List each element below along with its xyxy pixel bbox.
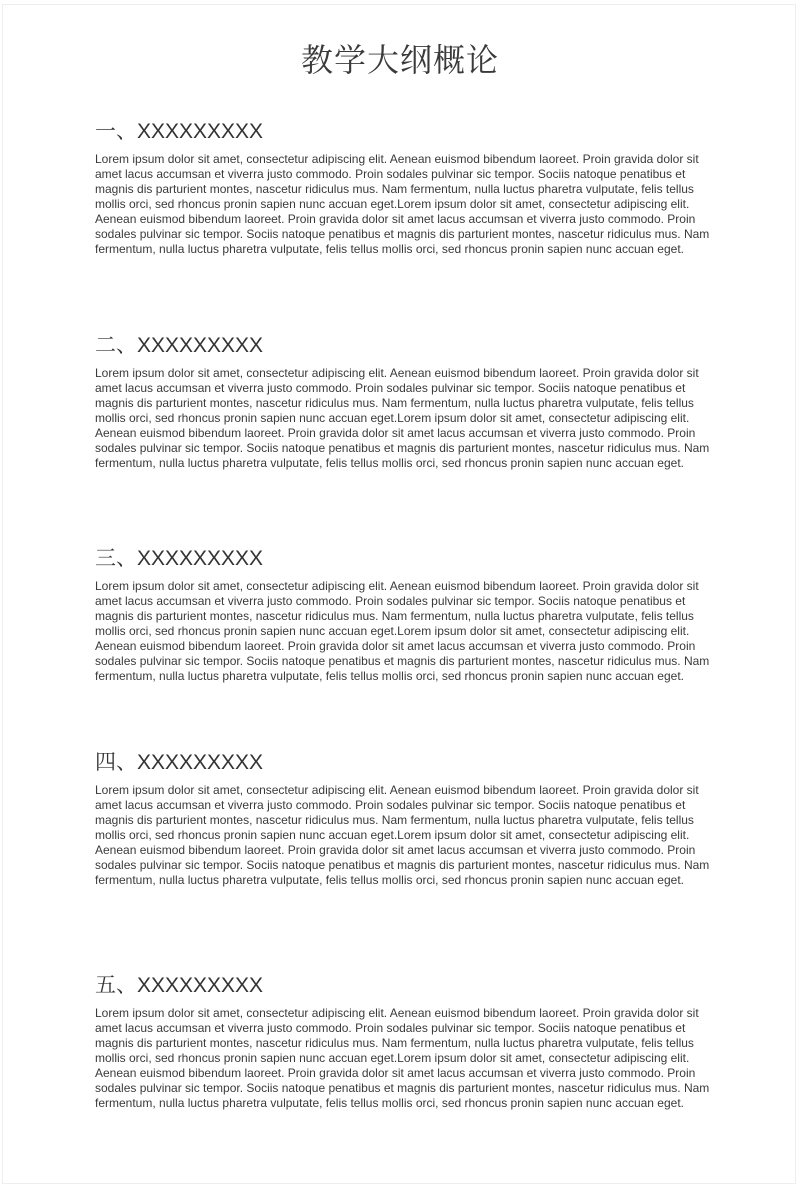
section-heading-text: XXXXXXXXX <box>137 547 264 570</box>
section-number: 五、 <box>95 974 137 997</box>
section-heading <box>95 973 717 999</box>
section-number: 三、 <box>95 547 137 570</box>
section-number: 二、 <box>95 334 137 357</box>
section-1 <box>95 119 717 257</box>
section-heading <box>95 750 717 776</box>
document-title: 教学大纲概论 <box>300 42 499 78</box>
section-2 <box>95 333 717 471</box>
section-heading <box>95 333 717 359</box>
section-4 <box>95 750 717 888</box>
section-body: Lorem ipsum dolor sit amet, consectetur adipiscing elit. Aenean euismod bibendum laoreet. Proin gravida dolor sit amet lacus accumsan et viverra justo commodo. Proin sodales pulvinar sic tempor. Sociis natoque penatibus et magnis dis parturient montes, nascetur ridiculus mus. Nam fermentum, nulla luctus pharetra vulputate, felis tellus mollis orci, sed rhoncus pronin sapien nunc accuan eget.Lorem ipsum dolor sit amet, consectetur adipiscing elit. Aenean euismod bibendum laoreet. Proin gravida dolor sit amet lacus accumsan et viverra justo commodo. Proin sodales pulvinar sic tempor. Sociis natoque penatibus et magnis dis parturient montes, nascetur ridiculus mus. Nam fermentum, nulla luctus pharetra vulputate, felis tellus mollis orci, sed rhoncus pronin sapien nunc accuan eget. <box>95 579 710 683</box>
section-body: Lorem ipsum dolor sit amet, consectetur adipiscing elit. Aenean euismod bibendum laoreet. Proin gravida dolor sit amet lacus accumsan et viverra justo commodo. Proin sodales pulvinar sic tempor. Sociis natoque penatibus et magnis dis parturient montes, nascetur ridiculus mus. Nam fermentum, nulla luctus pharetra vulputate, felis tellus mollis orci, sed rhoncus pronin sapien nunc accuan eget.Lorem ipsum dolor sit amet, consectetur adipiscing elit. Aenean euismod bibendum laoreet. Proin gravida dolor sit amet lacus accumsan et viverra justo commodo. Proin sodales pulvinar sic tempor. Sociis natoque penatibus et magnis dis parturient montes, nascetur ridiculus mus. Nam fermentum, nulla luctus pharetra vulputate, felis tellus mollis orci, sed rhoncus pronin sapien nunc accuan eget. <box>95 783 710 887</box>
section-number: 四、 <box>95 751 137 774</box>
section-body: Lorem ipsum dolor sit amet, consectetur adipiscing elit. Aenean euismod bibendum laoreet. Proin gravida dolor sit amet lacus accumsan et viverra justo commodo. Proin sodales pulvinar sic tempor. Sociis natoque penatibus et magnis dis parturient montes, nascetur ridiculus mus. Nam fermentum, nulla luctus pharetra vulputate, felis tellus mollis orci, sed rhoncus pronin sapien nunc accuan eget.Lorem ipsum dolor sit amet, consectetur adipiscing elit. Aenean euismod bibendum laoreet. Proin gravida dolor sit amet lacus accumsan et viverra justo commodo. Proin sodales pulvinar sic tempor. Sociis natoque penatibus et magnis dis parturient montes, nascetur ridiculus mus. Nam fermentum, nulla luctus pharetra vulputate, felis tellus mollis orci, sed rhoncus pronin sapien nunc accuan eget. <box>95 1006 710 1110</box>
section-5 <box>95 973 717 1111</box>
section-body: Lorem ipsum dolor sit amet, consectetur adipiscing elit. Aenean euismod bibendum laoreet. Proin gravida dolor sit amet lacus accumsan et viverra justo commodo. Proin sodales pulvinar sic tempor. Sociis natoque penatibus et magnis dis parturient montes, nascetur ridiculus mus. Nam fermentum, nulla luctus pharetra vulputate, felis tellus mollis orci, sed rhoncus pronin sapien nunc accuan eget.Lorem ipsum dolor sit amet, consectetur adipiscing elit. Aenean euismod bibendum laoreet. Proin gravida dolor sit amet lacus accumsan et viverra justo commodo. Proin sodales pulvinar sic tempor. Sociis natoque penatibus et magnis dis parturient montes, nascetur ridiculus mus. Nam fermentum, nulla luctus pharetra vulputate, felis tellus mollis orci, sed rhoncus pronin sapien nunc accuan eget. <box>95 152 710 256</box>
section-heading-text: XXXXXXXXX <box>137 974 264 997</box>
section-heading <box>95 546 717 572</box>
section-3 <box>95 546 717 684</box>
section-number: 一、 <box>95 120 137 143</box>
section-body: Lorem ipsum dolor sit amet, consectetur adipiscing elit. Aenean euismod bibendum laoreet. Proin gravida dolor sit amet lacus accumsan et viverra justo commodo. Proin sodales pulvinar sic tempor. Sociis natoque penatibus et magnis dis parturient montes, nascetur ridiculus mus. Nam fermentum, nulla luctus pharetra vulputate, felis tellus mollis orci, sed rhoncus pronin sapien nunc accuan eget.Lorem ipsum dolor sit amet, consectetur adipiscing elit. Aenean euismod bibendum laoreet. Proin gravida dolor sit amet lacus accumsan et viverra justo commodo. Proin sodales pulvinar sic tempor. Sociis natoque penatibus et magnis dis parturient montes, nascetur ridiculus mus. Nam fermentum, nulla luctus pharetra vulputate, felis tellus mollis orci, sed rhoncus pronin sapien nunc accuan eget. <box>95 366 710 470</box>
section-heading-text: XXXXXXXXX <box>137 334 264 357</box>
section-heading-text: XXXXXXXXX <box>137 751 264 774</box>
section-heading-text: XXXXXXXXX <box>137 120 264 143</box>
section-heading <box>95 119 717 145</box>
